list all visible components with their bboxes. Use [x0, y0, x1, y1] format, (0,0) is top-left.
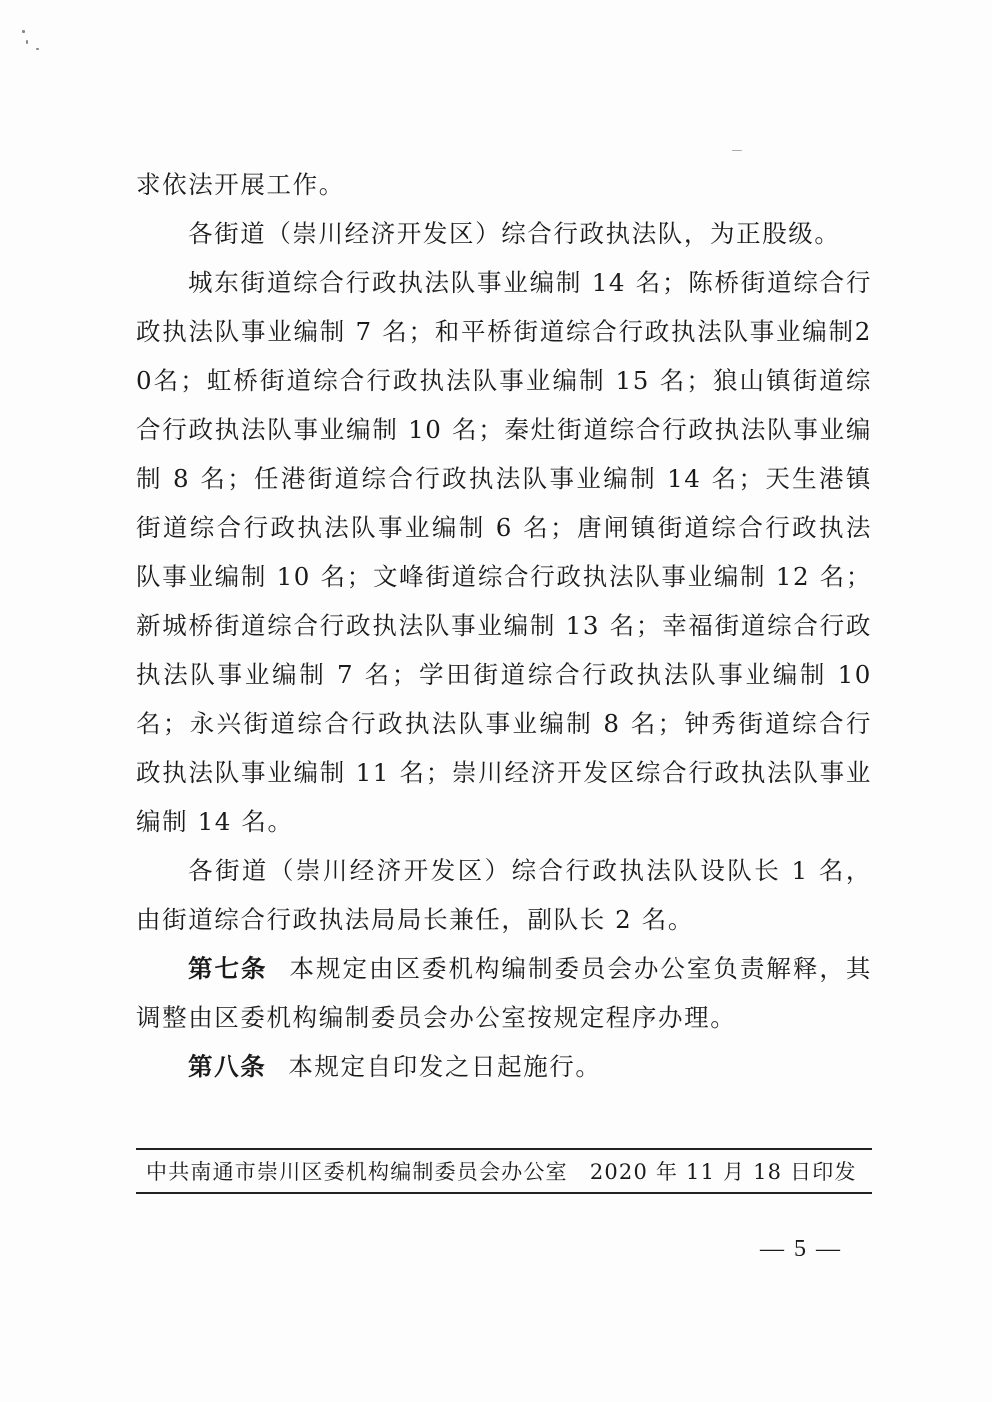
article-8 [136, 1042, 872, 1091]
footer-date: 2020 年 11 月 18 日印发 [589, 1160, 857, 1184]
paragraph-team-leaders: 各街道（崇川经济开发区）综合行政执法队设队长 1 名，由街道综合行政执法局局长兼任，副队长 2 名。 [136, 856, 872, 934]
paragraph-staffing-quotas: 城东街道综合行政执法队事业编制 14 名；陈桥街道综合行政执法队事业编制 7 名；和平桥街道综合行政执法队事业编制20名；虹桥街道综合行政执法队事业编制 15 名；狼山镇街道综合行政执法队事业编制 10 名；秦灶街道综合行政执法队事业编制 8 名；任港街道综合行政执法队事业编制 14 名；天生港镇街道综合行政执法队事业编制 6 名；唐闸镇街道综合行政执法队事业编制 10 名；文峰街道综合行政执法队事业编制 12 名；新城桥街道综合行政执法队事业编制 13 名；幸福街道综合行政执法队事业编制 7 名；学田街道综合行政执法队事业编制 10 名；永兴街道综合行政执法队事业编制 8 名；钟秀街道综合行政执法队事业编制 11 名；崇川经济开发区综合行政执法队事业编制 14 名。 [136, 268, 872, 836]
article-7-title: 第七条 [188, 954, 268, 983]
article-7 [136, 944, 872, 1042]
scan-artifact [732, 150, 742, 151]
paragraph-team-rank: 各街道（崇川经济开发区）综合行政执法队，为正股级。 [188, 219, 841, 248]
page-number: — 5 — [760, 1236, 842, 1262]
scan-artifact [36, 48, 39, 50]
footer-line [136, 1150, 872, 1192]
scan-artifact [22, 30, 25, 33]
paragraph-continuation: 求依法开展工作。 [136, 170, 345, 199]
scan-artifact [26, 40, 28, 44]
footer-bottom-rule [136, 1192, 872, 1194]
footer-issuer: 中共南通市崇川区委机构编制委员会办公室 [146, 1160, 568, 1184]
article-8-title: 第八条 [188, 1052, 267, 1081]
document-body [136, 160, 872, 1091]
issuance-footer [136, 1148, 872, 1194]
article-7-text: 本规定由区委机构编制委员会办公室负责解释，其调整由区委机构编制委员会办公室按规定程序办理。 [136, 954, 872, 1032]
article-8-text: 本规定自印发之日起施行。 [288, 1052, 602, 1081]
